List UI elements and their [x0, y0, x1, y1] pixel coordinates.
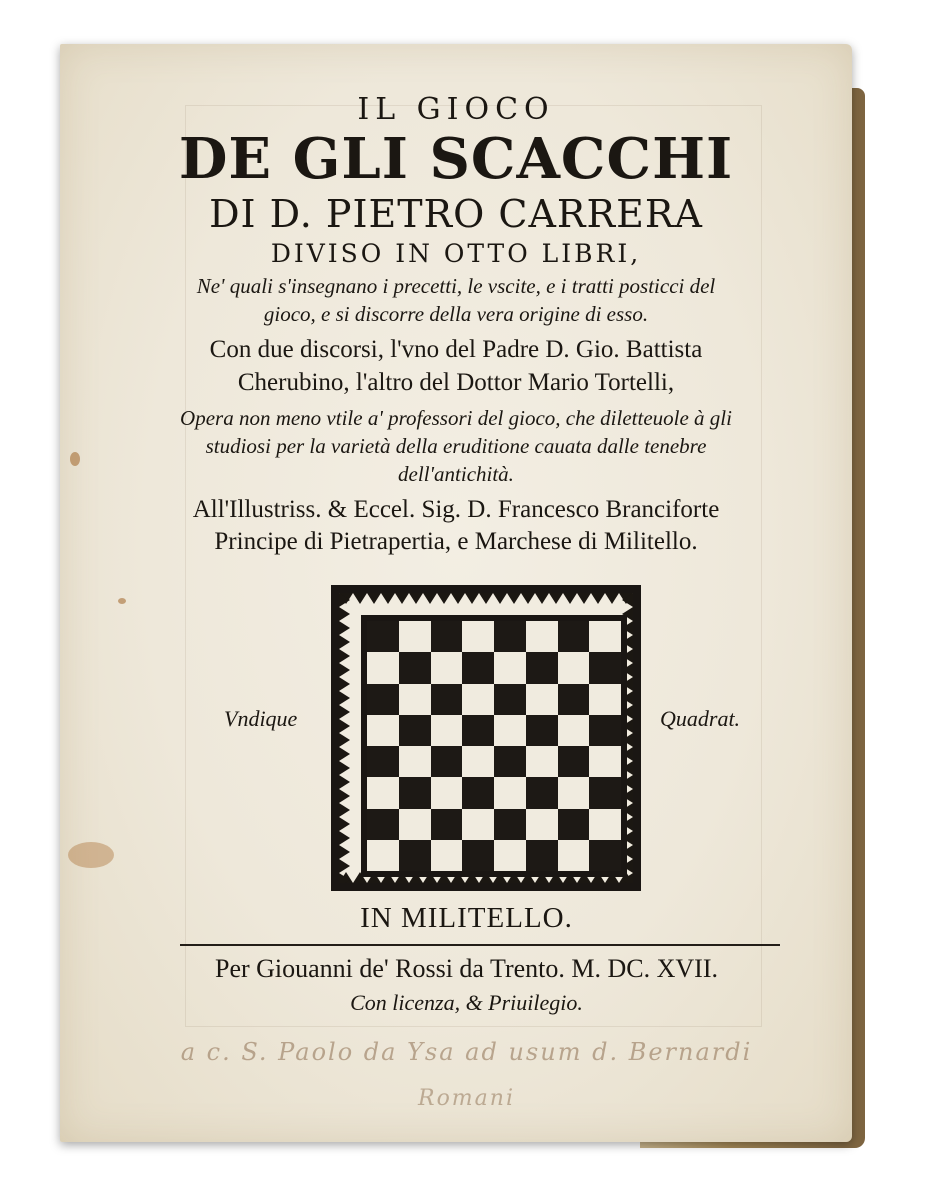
- zigzag-tooth: [339, 761, 350, 775]
- chessboard-square: [558, 840, 590, 871]
- dedication-line-1: All'Illustriss. & Eccel. Sig. D. Francesco Branciforte: [192, 496, 720, 523]
- zigzag-tooth: [493, 593, 507, 604]
- chessboard-square: [589, 652, 621, 683]
- chessboard-square: [494, 777, 526, 808]
- chessboard-square: [431, 621, 463, 652]
- zigzag-tooth: [409, 593, 423, 604]
- chessboard-square: [589, 777, 621, 808]
- chessboard-square: [462, 621, 494, 652]
- opera-line-1: Opera non meno vtile a' professori del gioco, che diletteuole à gli: [180, 406, 732, 430]
- zigzag-tooth: [563, 593, 577, 604]
- chessboard-square: [526, 715, 558, 746]
- chessboard-square: [431, 809, 463, 840]
- manuscript-inscription-2: Romani: [418, 1086, 515, 1111]
- chessboard-square: [367, 746, 399, 777]
- chessboard-square: [589, 840, 621, 871]
- foxing-stain: [118, 598, 126, 604]
- zigzag-tooth: [339, 803, 350, 817]
- chessboard-square: [589, 746, 621, 777]
- chessboard-square: [462, 777, 494, 808]
- zigzag-tooth: [339, 831, 350, 845]
- author-line: DI D. PIETRO CARRERA: [209, 192, 703, 236]
- zigzag-tooth: [339, 747, 350, 761]
- chessboard-square: [462, 746, 494, 777]
- chessboard-square: [462, 684, 494, 715]
- chessboard-zigzag-border: [339, 593, 633, 883]
- imprint-place: IN MILITELLO.: [360, 902, 573, 934]
- chessboard-square: [367, 684, 399, 715]
- chessboard-square: [431, 777, 463, 808]
- chessboard-square: [589, 715, 621, 746]
- zigzag-tooth: [339, 691, 350, 705]
- chessboard-square: [526, 746, 558, 777]
- chessboard-square: [526, 621, 558, 652]
- chessboard-square: [526, 652, 558, 683]
- chessboard-square: [462, 840, 494, 871]
- zigzag-tooth: [339, 649, 350, 663]
- dedication-line-2: Principe di Pietrapertia, e Marchese di Militello.: [214, 528, 698, 555]
- chessboard-square: [558, 715, 590, 746]
- chessboard-square: [462, 715, 494, 746]
- zigzag-tooth: [423, 593, 437, 604]
- chessboard-grid: [367, 621, 621, 871]
- zigzag-tooth: [339, 607, 350, 621]
- chessboard-square: [431, 684, 463, 715]
- chessboard-square: [494, 652, 526, 683]
- chessboard-square: [399, 684, 431, 715]
- chessboard-square: [558, 652, 590, 683]
- chessboard-square: [558, 809, 590, 840]
- chessboard-square: [558, 684, 590, 715]
- manuscript-inscription: a c. S. Paolo da Ysa ad usum d. Bernardi: [180, 1038, 753, 1066]
- zigzag-tooth: [395, 593, 409, 604]
- chessboard-square: [526, 684, 558, 715]
- imprint-printer: Per Giouanni de' Rossi da Trento. M. DC. XVII.: [214, 954, 718, 983]
- chessboard-square: [399, 809, 431, 840]
- zigzag-tooth: [549, 593, 563, 604]
- subtitle-line: DIVISO IN OTTO LIBRI,: [270, 239, 642, 268]
- zigzag-tooth: [339, 621, 350, 635]
- zigzag-tooth: [339, 859, 350, 873]
- zigzag-tooth: [339, 719, 350, 733]
- motto-left: Vndique: [224, 706, 298, 731]
- zigzag-tooth: [507, 593, 521, 604]
- chessboard-square: [494, 684, 526, 715]
- motto-right: Quadrat.: [660, 706, 741, 731]
- zigzag-tooth: [353, 593, 367, 604]
- chessboard-square: [558, 746, 590, 777]
- zigzag-tooth: [339, 705, 350, 719]
- chessboard-square: [399, 621, 431, 652]
- chessboard-square: [526, 840, 558, 871]
- imprint-license: Con licenza, & Priuilegio.: [350, 990, 583, 1015]
- zigzag-tooth: [479, 593, 493, 604]
- discourse-line-1: Con due discorsi, l'vno del Padre D. Gio. Battista: [209, 336, 703, 363]
- chessboard-square: [558, 777, 590, 808]
- zigzag-tooth: [451, 593, 465, 604]
- chessboard-square: [399, 746, 431, 777]
- chessboard-square: [589, 809, 621, 840]
- chessboard-square: [494, 746, 526, 777]
- chessboard-square: [558, 621, 590, 652]
- zigzag-tooth: [339, 775, 350, 789]
- chessboard-square: [367, 652, 399, 683]
- description-line-2: gioco, e si discorre della vera origine di esso.: [263, 302, 649, 326]
- imprint-rule: [180, 944, 780, 946]
- discourse-line-2: Cherubino, l'altro del Dottor Mario Tortelli,: [237, 369, 675, 396]
- main-title: DE GLI SCACCHI: [178, 126, 734, 192]
- chessboard-square: [367, 777, 399, 808]
- chessboard-square: [494, 621, 526, 652]
- zigzag-tooth: [535, 593, 549, 604]
- chessboard-square: [431, 715, 463, 746]
- chessboard-square: [494, 715, 526, 746]
- description-line-1: Ne' quali s'insegnano i precetti, le vscite, e i tratti posticci del: [196, 274, 716, 298]
- zigzag-tooth: [591, 593, 605, 604]
- zigzag-tooth: [437, 593, 451, 604]
- title-line-1: IL GIOCO: [357, 92, 555, 127]
- zigzag-tooth: [339, 845, 350, 859]
- chessboard-square: [431, 652, 463, 683]
- chessboard-square: [399, 840, 431, 871]
- zigzag-tooth: [339, 663, 350, 677]
- zigzag-tooth: [381, 593, 395, 604]
- chessboard-square: [399, 777, 431, 808]
- zigzag-tooth: [339, 635, 350, 649]
- zigzag-tooth: [465, 593, 479, 604]
- zigzag-tooth: [339, 677, 350, 691]
- chessboard-square: [367, 715, 399, 746]
- chessboard-square: [526, 777, 558, 808]
- chessboard-square: [367, 621, 399, 652]
- zigzag-tooth: [605, 593, 619, 604]
- chessboard-square: [431, 840, 463, 871]
- opera-line-3: dell'antichità.: [398, 462, 514, 486]
- chessboard-inner-frame: [361, 615, 627, 877]
- chessboard-square: [399, 652, 431, 683]
- chessboard-square: [431, 746, 463, 777]
- chessboard-square: [367, 840, 399, 871]
- chessboard-square: [589, 621, 621, 652]
- zigzag-tooth: [577, 593, 591, 604]
- zigzag-tooth: [339, 789, 350, 803]
- chessboard-square: [589, 684, 621, 715]
- foxing-stain: [68, 842, 114, 868]
- chessboard-square: [526, 809, 558, 840]
- opera-line-2: studiosi per la varietà della eruditione cauata dalle tenebre: [205, 434, 707, 458]
- chessboard-square: [462, 652, 494, 683]
- chessboard-square: [367, 809, 399, 840]
- chessboard-square: [462, 809, 494, 840]
- chessboard-square: [399, 715, 431, 746]
- zigzag-tooth: [339, 817, 350, 831]
- chessboard-woodcut: [331, 585, 641, 891]
- chessboard-square: [494, 809, 526, 840]
- zigzag-tooth: [339, 733, 350, 747]
- zigzag-tooth: [367, 593, 381, 604]
- zigzag-tooth: [521, 593, 535, 604]
- chessboard-square: [494, 840, 526, 871]
